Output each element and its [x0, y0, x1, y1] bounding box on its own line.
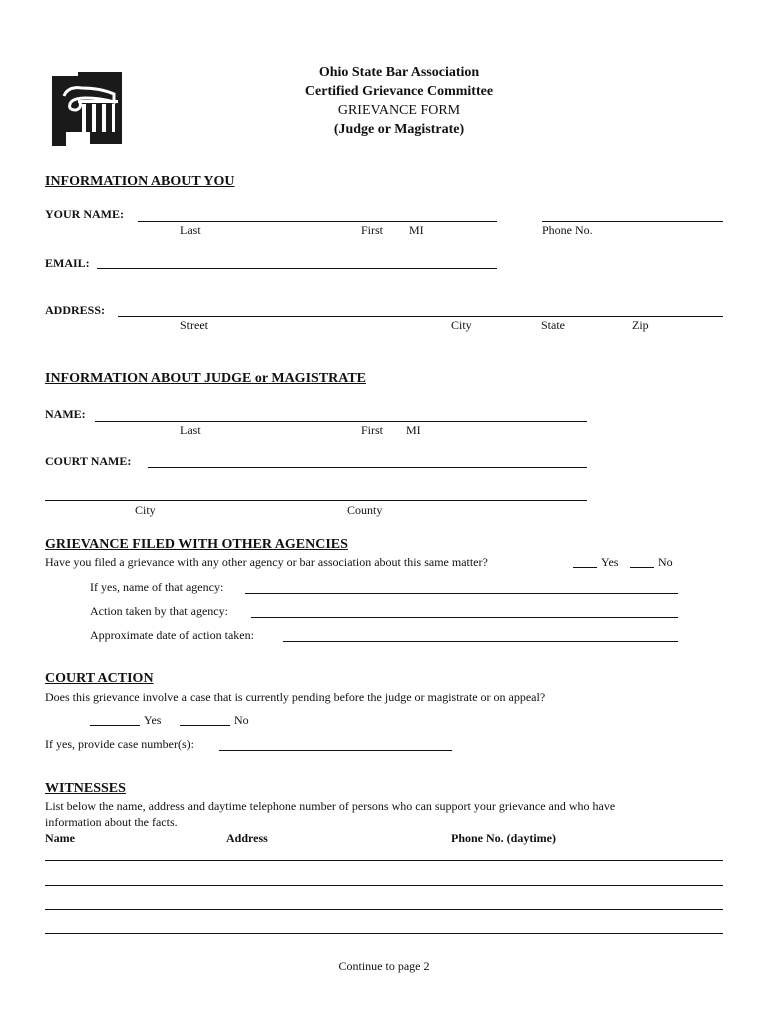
address-label: ADDRESS:: [45, 303, 106, 317]
form-title: GRIEVANCE FORM: [337, 103, 461, 118]
last-caption: Last: [180, 223, 201, 237]
court-city-caption: City: [135, 503, 156, 517]
state-caption: State: [541, 318, 565, 332]
witness-row-3[interactable]: [45, 909, 723, 910]
judge-mi-caption: MI: [406, 423, 421, 437]
court-name-label: COURT NAME:: [45, 454, 132, 468]
column-capital-icon: [48, 70, 126, 150]
action-date-label: Approximate date of action taken:: [90, 628, 254, 642]
phone-caption: Phone No.: [542, 223, 593, 237]
phone-field[interactable]: [542, 221, 723, 222]
witness-col-name: Name: [45, 831, 75, 845]
court-county-caption: County: [347, 503, 383, 517]
mi-caption: MI: [409, 223, 424, 237]
case-numbers-field[interactable]: [219, 750, 452, 751]
other-agencies-no-label: No: [658, 555, 673, 569]
witness-row-1[interactable]: [45, 860, 723, 861]
address-field[interactable]: [118, 316, 723, 317]
first-caption: First: [361, 223, 384, 237]
your-name-label: YOUR NAME:: [45, 207, 124, 221]
email-field[interactable]: [97, 268, 497, 269]
other-agencies-question: Have you filed a grievance with any other agency or bar association about this same matter?: [45, 555, 488, 569]
committee-name: Certified Grievance Committee: [304, 84, 494, 99]
agency-name-label: If yes, name of that agency:: [90, 580, 224, 594]
city-caption: City: [451, 318, 472, 332]
witness-row-4[interactable]: [45, 933, 723, 934]
other-agencies-yes-label: Yes: [601, 555, 619, 569]
case-numbers-label: If yes, provide case number(s):: [45, 737, 194, 751]
zip-caption: Zip: [632, 318, 649, 332]
section-heading-witnesses: WITNESSES: [45, 781, 126, 796]
section-heading-about-you: INFORMATION ABOUT YOU: [45, 174, 235, 189]
action-taken-label: Action taken by that agency:: [90, 604, 228, 618]
other-agencies-yes-blank[interactable]: [573, 556, 597, 568]
witnesses-instructions-line1: List below the name, address and daytime telephone number of persons who can support your grievance and who have: [45, 799, 616, 813]
witness-col-address: Address: [226, 831, 268, 845]
other-agencies-no-blank[interactable]: [630, 556, 654, 568]
judge-name-field[interactable]: [95, 421, 587, 422]
judge-first-caption: First: [361, 423, 384, 437]
form-subtitle: (Judge or Magistrate): [333, 122, 465, 137]
court-action-question: Does this grievance involve a case that is currently pending before the judge or magistrate or on appeal?: [45, 690, 546, 704]
section-heading-about-judge: INFORMATION ABOUT JUDGE or MAGISTRATE: [45, 371, 366, 386]
court-name-field[interactable]: [148, 467, 587, 468]
your-name-field[interactable]: [138, 221, 497, 222]
witness-row-2[interactable]: [45, 885, 723, 886]
judge-last-caption: Last: [180, 423, 201, 437]
court-action-yes-blank[interactable]: [90, 714, 140, 726]
section-heading-other-agencies: GRIEVANCE FILED WITH OTHER AGENCIES: [45, 537, 348, 552]
court-location-field[interactable]: [45, 500, 587, 501]
org-name: Ohio State Bar Association: [318, 65, 480, 80]
action-date-field[interactable]: [283, 641, 678, 642]
section-heading-court-action: COURT ACTION: [45, 671, 154, 686]
witnesses-instructions-line2: information about the facts.: [45, 815, 178, 829]
judge-name-label: NAME:: [45, 407, 86, 421]
street-caption: Street: [180, 318, 208, 332]
court-action-no-label: No: [234, 713, 249, 727]
agency-name-field[interactable]: [245, 593, 678, 594]
action-taken-field[interactable]: [251, 617, 678, 618]
court-action-no-blank[interactable]: [180, 714, 230, 726]
court-action-yes-label: Yes: [144, 713, 162, 727]
email-label: EMAIL:: [45, 256, 90, 270]
continue-note: Continue to page 2: [338, 959, 430, 973]
witness-col-phone: Phone No. (daytime): [451, 831, 556, 845]
